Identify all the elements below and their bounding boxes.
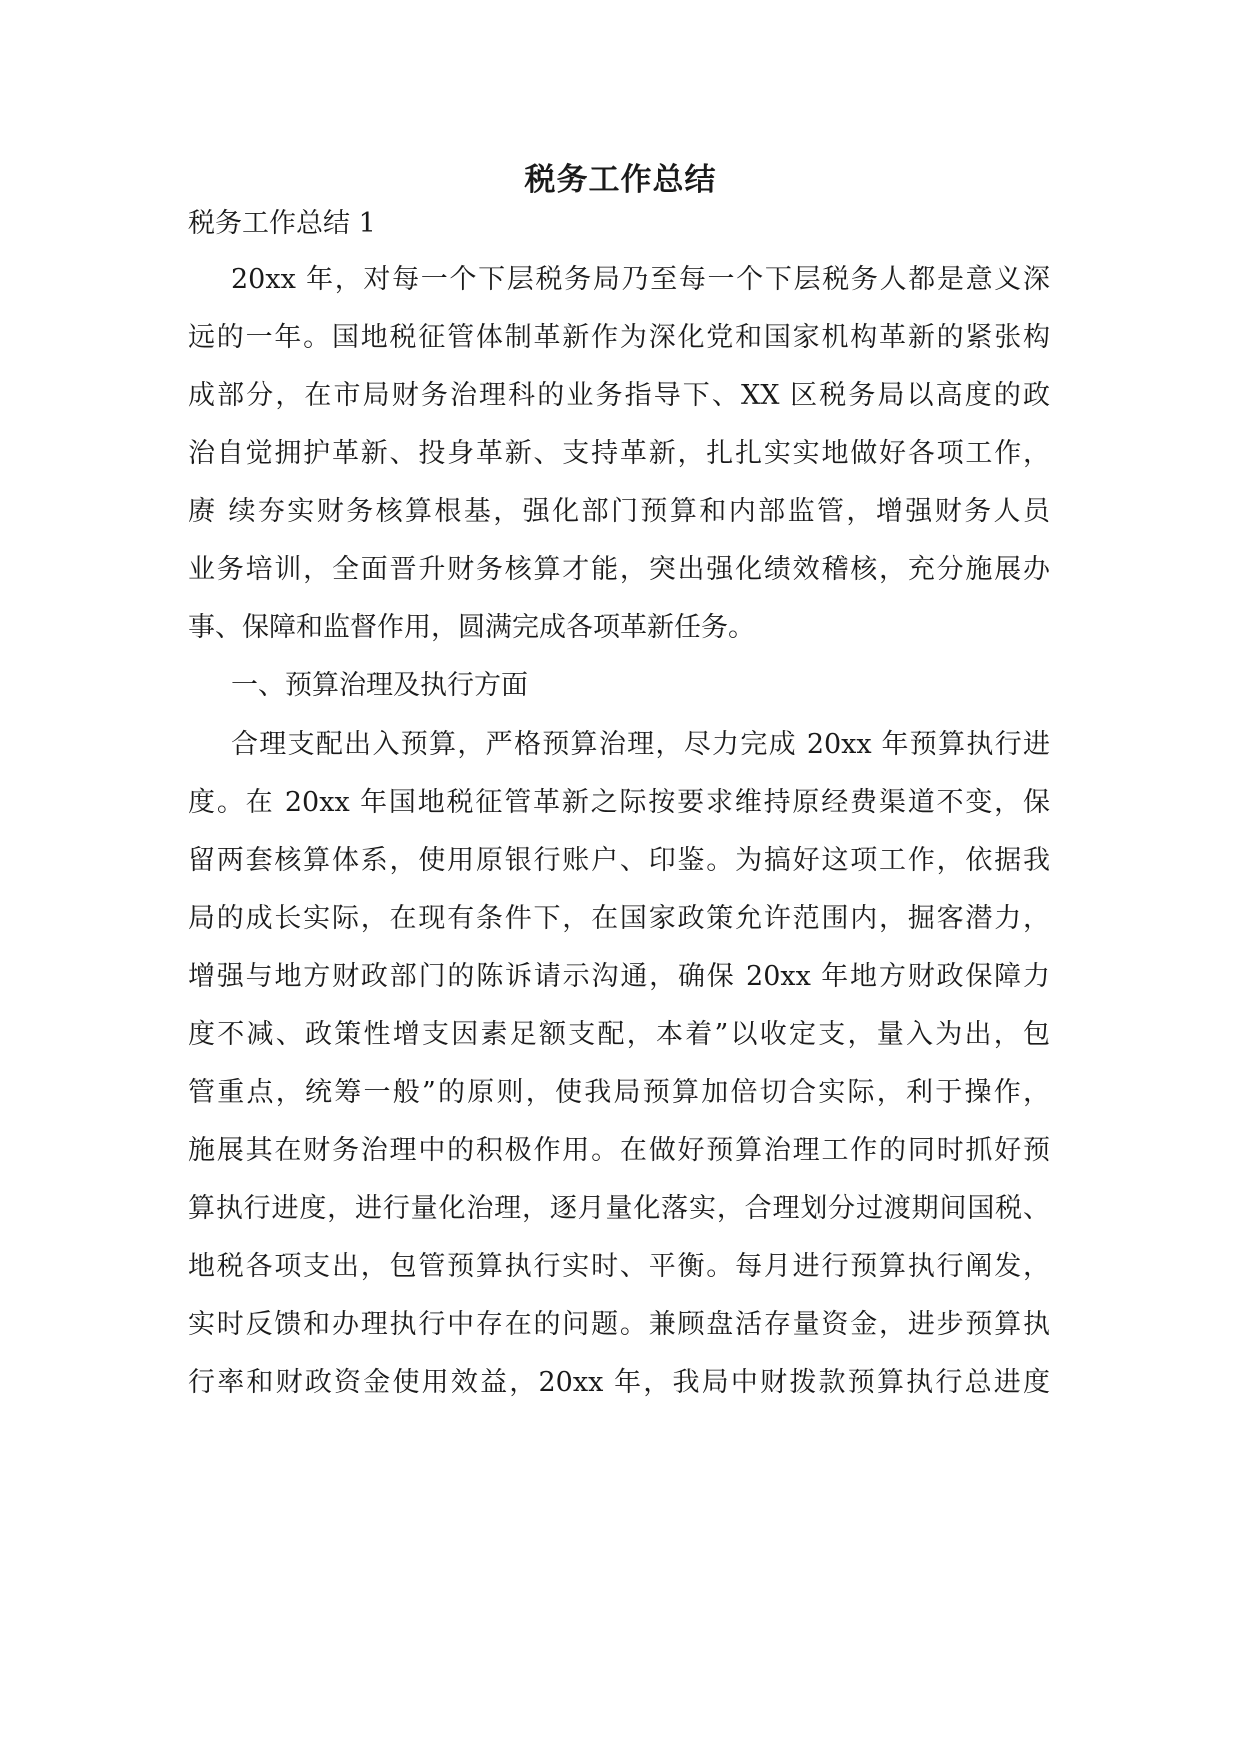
paragraph-line: 事、保障和监督作用，圆满完成各项革新任务。 [188,612,755,643]
paragraph-line: 算执行进度，进行量化治理，逐月量化落实，合理划分过渡期间国税、 [188,1193,1050,1224]
paragraph-line: 业务培训，全面晋升财务核算才能，突出强化绩效稽核，充分施展办 [188,554,1050,585]
paragraph-line: 地税各项支出，包管预算执行实时、平衡。每月进行预算执行阐发， [188,1251,1050,1282]
paragraph-line: 合理支配出入预算，严格预算治理，尽力完成 20xx 年预算执行进 [231,729,1050,760]
document-title: 税务工作总结 [524,162,717,198]
paragraph-line: 治自觉拥护革新、投身革新、支持革新，扎扎实实地做好各项工作， [188,438,1050,469]
paragraph-line: 成部分，在市局财务治理科的业务指导下、XX 区税务局以高度的政 [188,380,1050,411]
paragraph-line: 留两套核算体系，使用原银行账户、印鉴。为搞好这项工作，依据我 [188,845,1050,876]
paragraph-line: 20xx 年，对每一个下层税务局乃至每一个下层税务人都是意义深 [231,264,1050,295]
paragraph-line: 度。在 20xx 年国地税征管革新之际按要求维持原经费渠道不变，保 [188,787,1050,818]
paragraph-line: 赓 续夯实财务核算根基，强化部门预算和内部监管，增强财务人员 [188,496,1050,527]
paragraph-line: 远的一年。国地税征管体制革新作为深化党和国家机构革新的紧张构 [188,322,1050,353]
section-heading: 一、预算治理及执行方面 [231,670,528,701]
paragraph-line: 施展其在财务治理中的积极作用。在做好预算治理工作的同时抓好预 [188,1135,1050,1166]
paragraph-line: 行率和财政资金使用效益，20xx 年，我局中财拨款预算执行总进度 [188,1367,1050,1398]
paragraph-line: 度不减、政策性增支因素足额支配，本着”以收定支，量入为出，包 [188,1019,1050,1050]
paragraph-line: 管重点，统筹一般”的原则，使我局预算加倍切合实际，利于操作， [188,1077,1050,1108]
paragraph-line: 实时反馈和办理执行中存在的问题。兼顾盘活存量资金，进步预算执 [188,1309,1050,1340]
paragraph-line: 局的成长实际，在现有条件下，在国家政策允许范围内，掘客潜力， [188,903,1050,934]
document-subtitle: 税务工作总结 1 [188,208,376,239]
paragraph-line: 增强与地方财政部门的陈诉请示沟通，确保 20xx 年地方财政保障力 [188,961,1050,992]
